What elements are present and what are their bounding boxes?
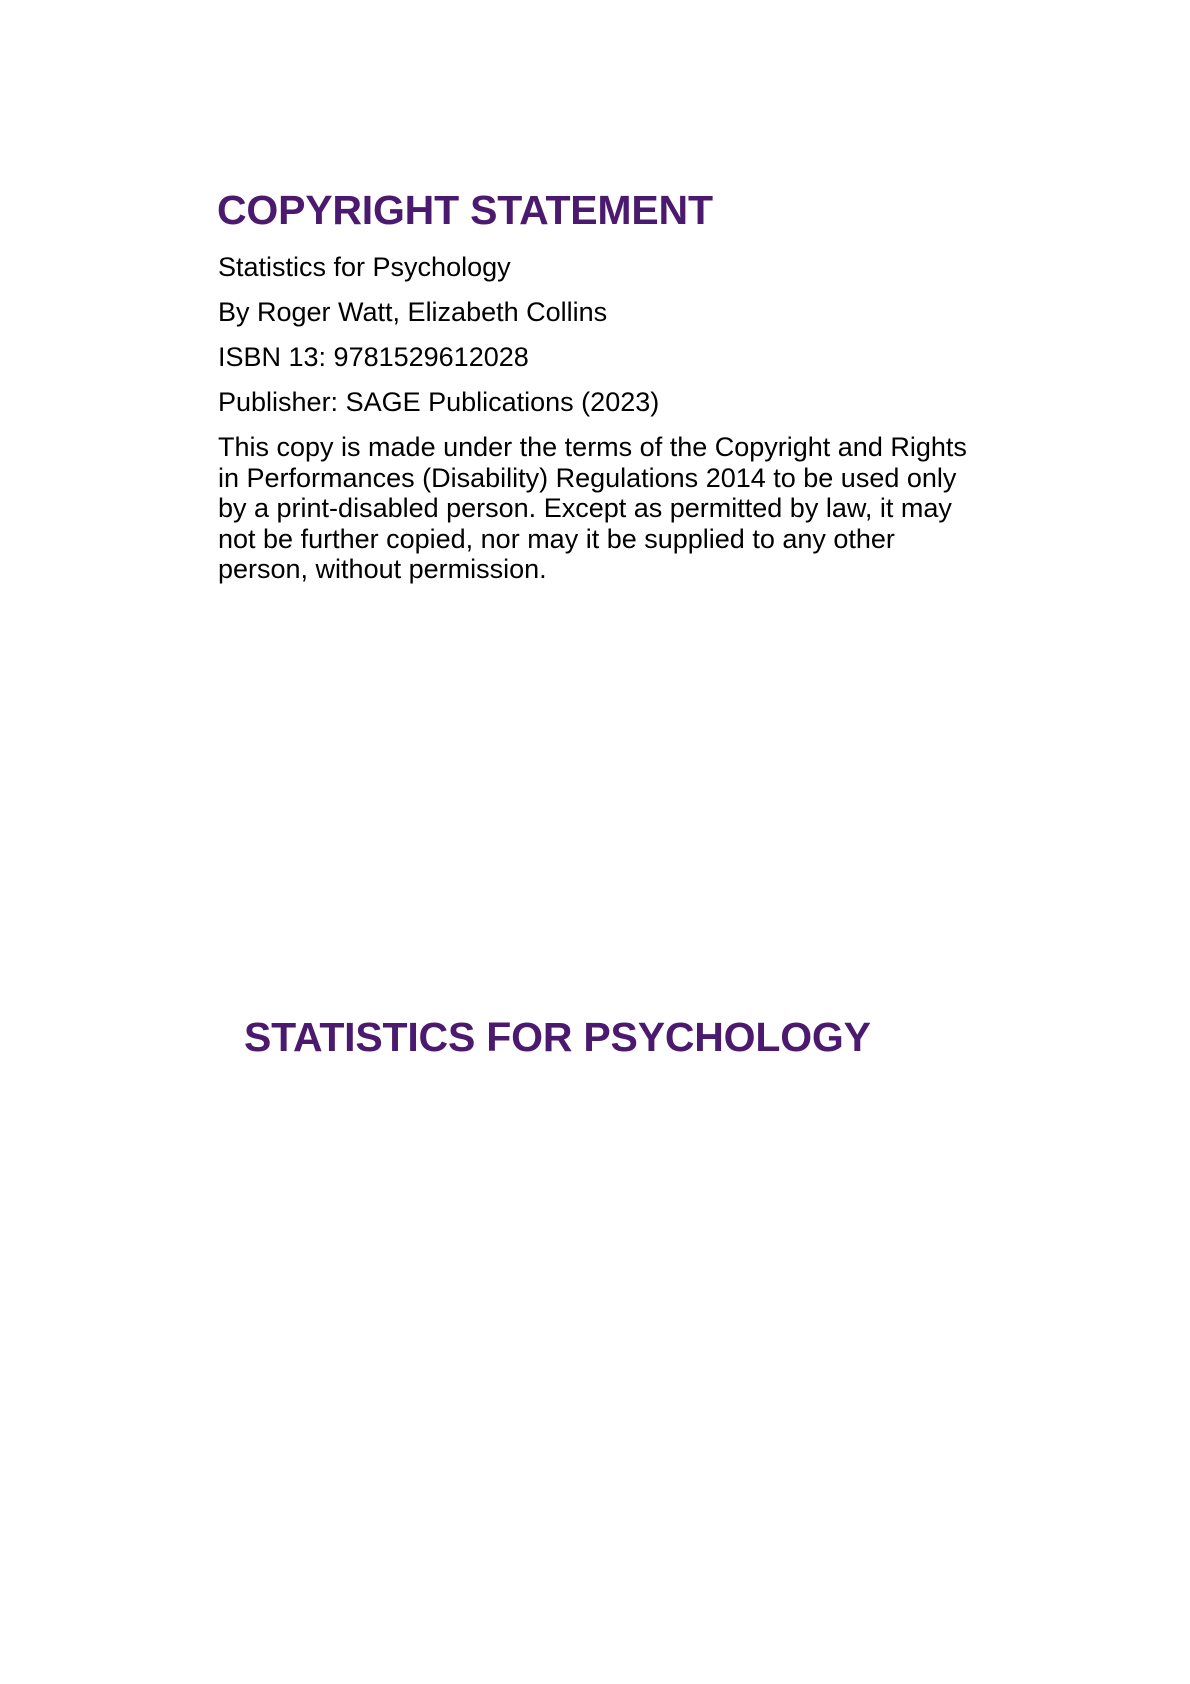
isbn-line: ISBN 13: 9781529612028 (218, 342, 529, 372)
book-title-heading: STATISTICS FOR PSYCHOLOGY (244, 1014, 871, 1060)
copyright-heading: COPYRIGHT STATEMENT (217, 187, 713, 233)
book-title-line: Statistics for Psychology (218, 252, 511, 282)
copyright-statement-paragraph: This copy is made under the terms of the Copyright and Rights in Performances (Disability) Regulations 2014 to be used only by a print-disabled person. Except as permitted by law, it may not be further copied, nor may it be supplied to any other person, without permission. (218, 432, 967, 584)
publisher-line: Publisher: SAGE Publications (2023) (218, 387, 660, 417)
authors-line: By Roger Watt, Elizabeth Collins (218, 297, 608, 327)
